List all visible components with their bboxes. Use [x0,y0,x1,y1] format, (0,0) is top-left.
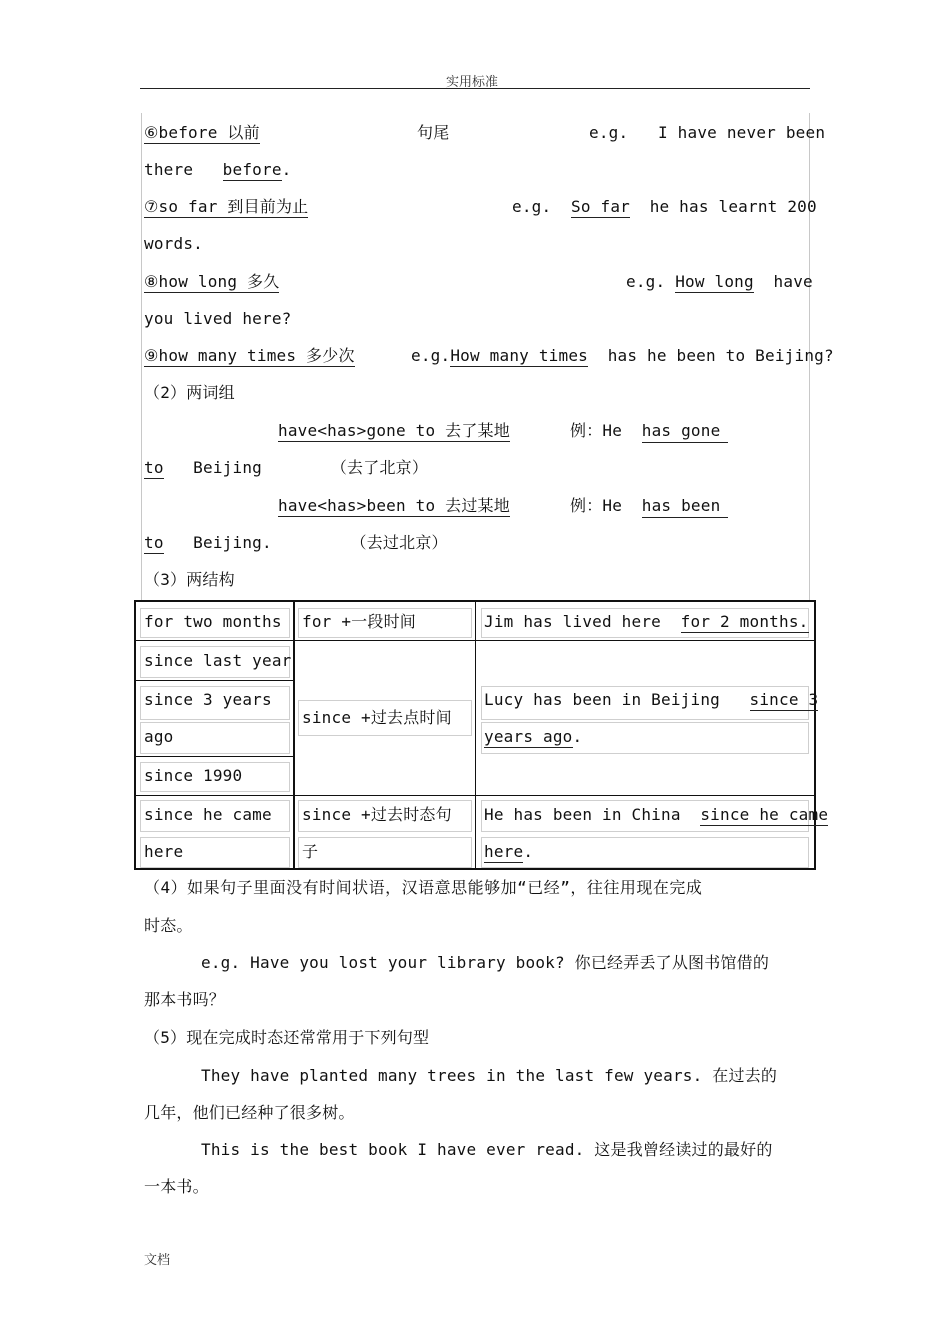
table-r3-c3-a: He has been in China since he came [484,805,829,824]
item-how-many-phrase: ⑨how many times 多少次 [144,346,355,365]
table-col-line-2 [475,602,476,868]
underlined-how-long: How long [675,272,754,291]
table-r1-c3: Jim has lived here for 2 months. [484,612,809,631]
table-row-line-2 [136,795,814,796]
item-so-far-example-2: words. [144,234,203,253]
table-sub-line-1 [136,680,293,681]
item-so-far [144,197,308,217]
item-how-many-example: e.g.How many times has he been to Beijing? [411,346,834,365]
table-sub-line-2 [136,756,293,757]
phrase-been-to-example-2: to Beijing. （去过北京） [144,533,448,552]
section-4-example: e.g. Have you lost your library book? 你已经弄丢了从图书馆借的 [201,953,770,972]
page-header: 实用标准 [446,75,499,90]
item-before-example-1: I have never been [658,123,826,142]
section-4-line-1: （4）如果句子里面没有时间状语，汉语意思能够加“已经”，往往用现在完成 [144,878,703,897]
table-r2-c1-d: since 1990 [144,766,243,785]
table-r2-c1-c: ago [144,727,174,746]
table-r1-c1: for two months [144,612,282,631]
table-r3-c2-b: 子 [302,842,319,861]
item-how-many [144,346,355,366]
item-before-example-2: there before. [144,160,292,179]
table-r2-c2: since +过去点时间 [302,708,452,727]
table-r2-c3-b: years ago. [484,727,583,746]
frame-left-border [141,113,142,600]
table-row-line-1 [136,640,814,641]
page-footer: 文档 [144,1253,171,1268]
table-r3-c1-a: since he came [144,805,272,824]
item-how-long [144,272,279,292]
table-r2-c1-b: since 3 years [144,690,272,709]
phrase-gone-to: have<has>gone to 去了某地 [278,421,510,440]
underlined-has-gone: has gone [642,421,728,443]
structure-table [134,600,829,870]
item-before-phrase: ⑥before 以前 [144,123,260,142]
table-r3-c2-a: since +过去时态句 [302,805,452,824]
table-r3-c3-b: here. [484,842,534,861]
table-r2-c1-a: since last year [144,651,292,670]
table-col-line-1 [293,602,295,868]
header-rule [140,88,810,89]
underlined-for-2-months: for 2 months. [680,612,809,631]
underlined-so-far: So far [571,197,631,216]
item-before-eg: e.g. [589,123,629,142]
underlined-years-ago: years ago [484,727,573,746]
item-how-long-example-1: e.g. How long have [626,272,813,291]
item-how-long-example-2: you lived here? [144,309,292,328]
section-5-example-1: They have planted many trees in the last few years. 在过去的 [201,1066,778,1085]
underlined-since-3: since 3 [749,690,819,709]
section-2-title: （2）两词组 [144,383,235,402]
section-5-example-2: This is the best book I have ever read. 这是我曾经读过的最好的 [201,1140,773,1159]
underlined-how-many: How many times [450,346,589,365]
section-5-example-1-cn: 几年，他们已经种了很多树。 [144,1103,355,1122]
section-5-example-2-cn: 一本书。 [144,1177,209,1196]
item-before-position: 句尾 [417,123,450,142]
item-so-far-example-1: e.g. So far he has learnt 200 [512,197,817,216]
section-5-title: （5）现在完成时态还常常用于下列句型 [144,1028,430,1047]
phrase-been-to-example: 例：He has been [570,496,728,518]
underlined-to-2: to [144,533,164,552]
table-r1-c2: for +一段时间 [302,612,416,631]
phrase-been-to: have<has>been to 去过某地 [278,496,510,515]
underlined-to: to [144,458,164,477]
section-3-title: （3）两结构 [144,570,235,589]
item-so-far-phrase: ⑦so far 到目前为止 [144,197,309,216]
underlined-here: here [484,842,524,861]
table-r3-c1-b: here [144,842,184,861]
underlined-since-he-came: since he came [700,805,829,824]
section-4-line-2: 时态。 [144,916,193,935]
item-before [144,123,260,143]
underlined-before: before [222,160,282,179]
underlined-has-been: has been [642,496,728,518]
phrase-gone-to-example: 例：He has gone [570,421,728,443]
phrase-gone-to-example-2: to Beijing （去了北京） [144,458,429,477]
item-how-long-phrase: ⑧how long 多久 [144,272,280,291]
section-4-example-2: 那本书吗？ [144,990,226,1009]
table-r2-c3-a: Lucy has been in Beijing since 3 [484,690,819,709]
